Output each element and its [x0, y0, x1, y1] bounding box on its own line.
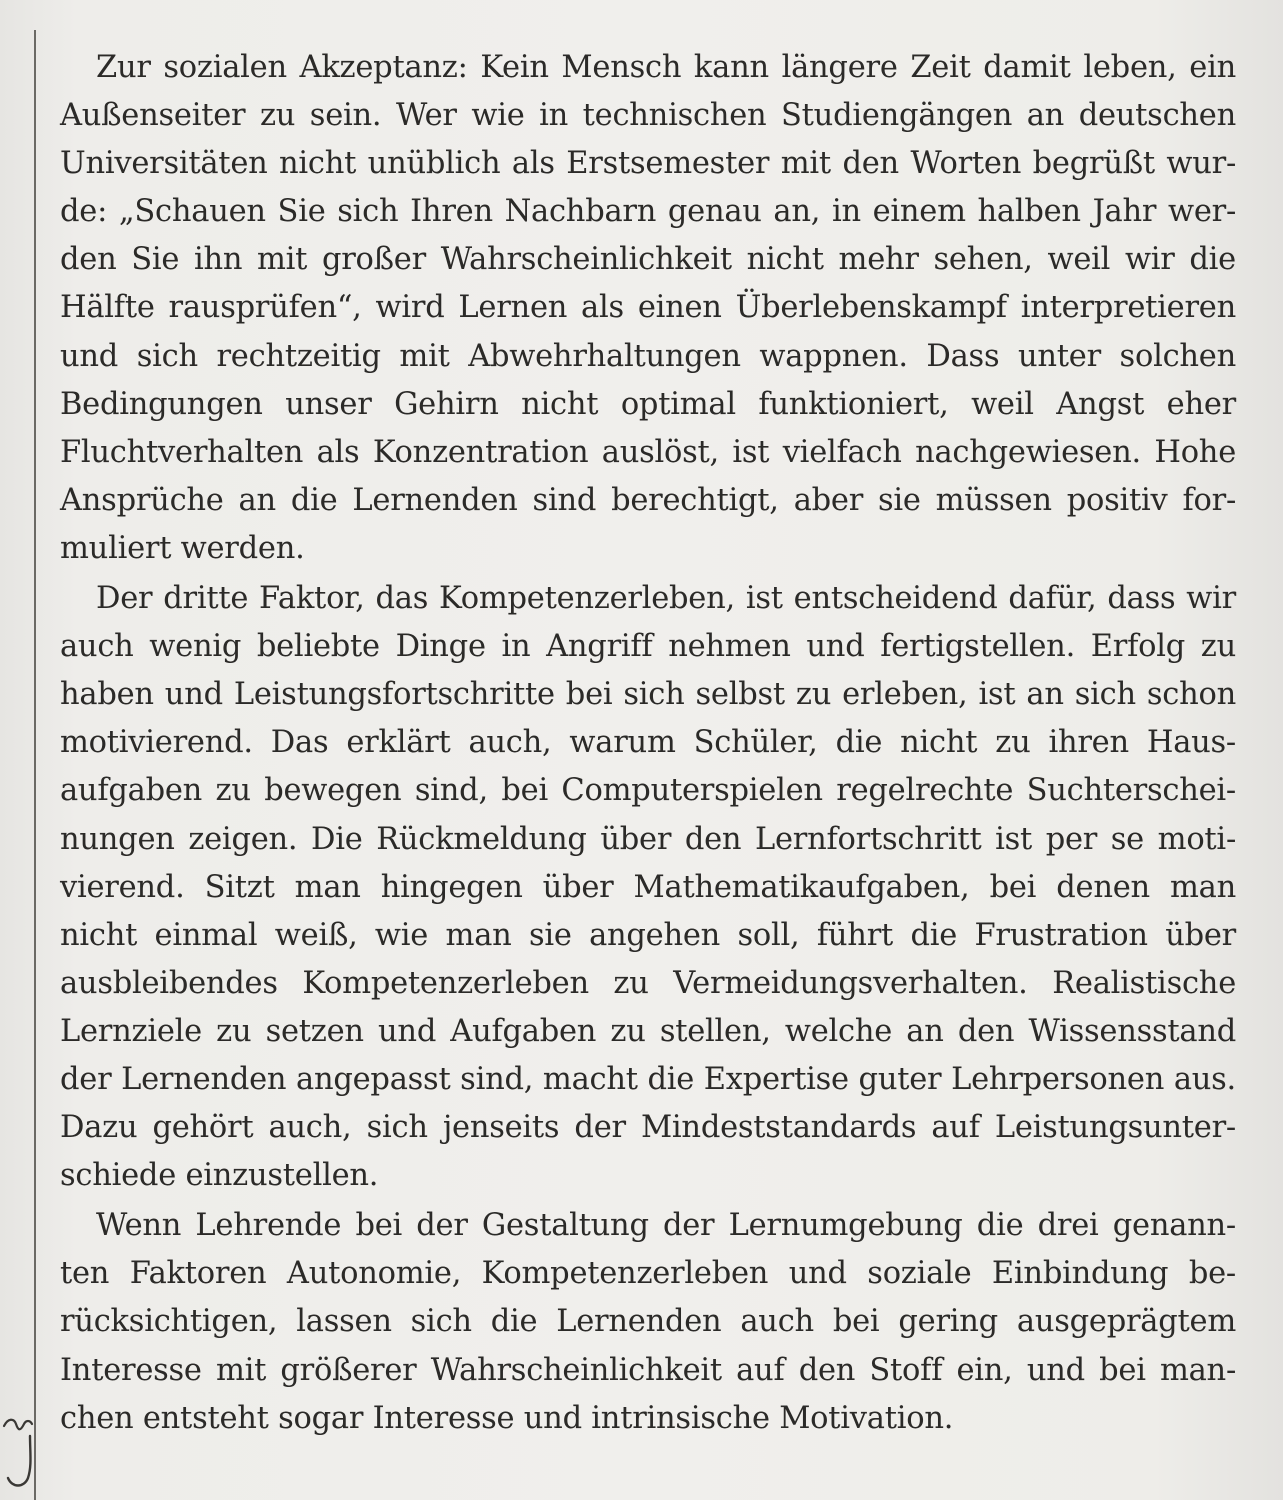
- text-line: Außenseiter zu sein. Wer wie in technischen Studiengängen an deutschen: [60, 98, 1236, 134]
- text-line: chen entsteht sogar Interesse und intrinsische Motivation.: [60, 1400, 954, 1436]
- margin-pencil-line: [34, 30, 36, 1500]
- text-line: haben und Leistungsfortschritte bei sich selbst zu erleben, ist an sich schon: [60, 677, 1236, 713]
- handwritten-pencil-mark-icon: [0, 1408, 44, 1490]
- text-line: aufgaben zu bewegen sind, bei Computerspielen regelrechte Suchterschei-: [60, 773, 1236, 809]
- text-line: Dazu gehört auch, sich jenseits der Mindeststandards auf Leistungsunter-: [60, 1110, 1236, 1146]
- text-line: rücksichtigen, lassen sich die Lernenden auch bei gering ausgeprägtem: [60, 1304, 1236, 1340]
- body-text: [60, 44, 1236, 1443]
- text-line: ten Faktoren Autonomie, Kompetenzerleben und soziale Einbindung be-: [60, 1256, 1236, 1292]
- text-line: vierend. Sitzt man hingegen über Mathematikaufgaben, bei denen man: [60, 869, 1236, 905]
- text-line: Zur sozialen Akzeptanz: Kein Mensch kann längere Zeit damit leben, ein: [96, 50, 1236, 85]
- paragraph-social-acceptance: [60, 44, 1236, 573]
- text-line: der Lernenden angepasst sind, macht die Expertise guter Lehrpersonen aus.: [60, 1061, 1236, 1097]
- text-line: und sich rechtzeitig mit Abwehrhaltungen wappnen. Dass unter solchen: [60, 338, 1236, 374]
- text-line: motivierend. Das erklärt auch, warum Schüler, die nicht zu ihren Haus-: [60, 725, 1236, 761]
- paragraph-conclusion: [60, 1202, 1236, 1442]
- text-line: nicht einmal weiß, wie man sie angehen soll, führt die Frustration über: [60, 917, 1236, 953]
- text-line: Wenn Lehrende bei der Gestaltung der Lernumgebung die drei genann-: [96, 1208, 1236, 1244]
- text-line: Der dritte Faktor, das Kompetenzerleben, ist entscheidend dafür, dass wir: [96, 581, 1236, 617]
- text-line: muliert werden.: [60, 530, 305, 566]
- text-line: Fluchtverhalten als Konzentration auslöst, ist vielfach nachgewiesen. Hohe: [60, 434, 1236, 470]
- text-line: Universitäten nicht unüblich als Erstsemester mit den Worten begrüßt wur-: [60, 146, 1236, 182]
- text-line: ausbleibendes Kompetenzerleben zu Vermeidungsverhalten. Realistische: [60, 965, 1236, 1001]
- text-line: auch wenig beliebte Dinge in Angriff nehmen und fertigstellen. Erfolg zu: [60, 629, 1236, 665]
- text-line: den Sie ihn mit großer Wahrscheinlichkeit nicht mehr sehen, weil wir die: [60, 242, 1236, 278]
- text-line: de: „Schauen Sie sich Ihren Nachbarn genau an, in einem halben Jahr wer-: [60, 194, 1236, 230]
- paragraph-competence: [60, 575, 1236, 1200]
- text-line: Ansprüche an die Lernenden sind berechtigt, aber sie müssen positiv for-: [60, 482, 1236, 518]
- text-line: Interesse mit größerer Wahrscheinlichkeit auf den Stoff ein, und bei man-: [60, 1352, 1236, 1388]
- text-line: nungen zeigen. Die Rückmeldung über den Lernfortschritt ist per se moti-: [60, 821, 1236, 857]
- text-line: Bedingungen unser Gehirn nicht optimal funktioniert, weil Angst eher: [60, 386, 1236, 422]
- text-line: Hälfte rausprüfen“, wird Lernen als einen Überlebenskampf interpretieren: [60, 290, 1236, 326]
- text-line: Lernziele zu setzen und Aufgaben zu stellen, welche an den Wissensstand: [60, 1013, 1236, 1049]
- text-line: schiede einzustellen.: [60, 1158, 379, 1194]
